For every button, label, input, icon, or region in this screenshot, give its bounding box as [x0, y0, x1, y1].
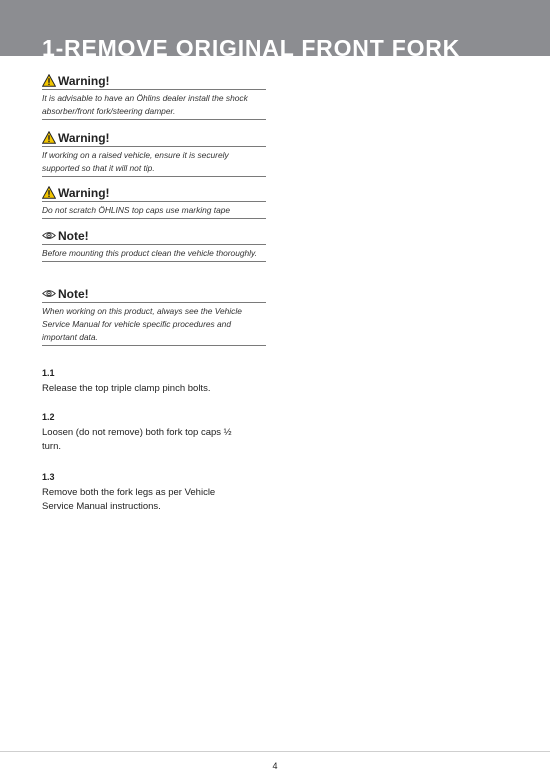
notice-text: [42, 202, 266, 219]
page-title: 1-REMOVE ORIGINAL FRONT FORK: [42, 35, 461, 56]
warning-notice: [42, 130, 266, 177]
footer-divider: [0, 751, 550, 752]
step-number: 1.3: [42, 472, 55, 482]
notice-heading: [42, 228, 266, 245]
step-instruction: [42, 486, 272, 514]
warning-notice: [42, 73, 266, 120]
notice-title: Warning!: [58, 73, 110, 88]
step-line: Loosen (do not remove) both fork top caps ½: [42, 427, 232, 438]
notice-text: [42, 147, 266, 177]
notice-title: Note!: [58, 228, 89, 243]
warning-triangle-icon: [42, 131, 56, 144]
step-number: 1.2: [42, 412, 55, 422]
eye-icon: [42, 229, 56, 242]
step-1-3: [42, 471, 272, 514]
notice-line: Before mounting this product clean the vehicle thoroughly.: [42, 248, 257, 258]
note-notice: [42, 228, 266, 262]
notice-line: When working on this product, always see the Vehicle: [42, 306, 242, 316]
notice-heading: [42, 130, 266, 147]
notice-line: absorber/front fork/steering damper.: [42, 106, 176, 116]
step-instruction: [42, 426, 272, 454]
notice-line: It is advisable to have an Öhlins dealer install the shock: [42, 93, 248, 103]
notice-line: supported so that it will not tip.: [42, 163, 155, 173]
notice-title: Warning!: [58, 130, 110, 145]
notice-line: Do not scratch ÖHLINS top caps use marking tape: [42, 205, 231, 215]
notice-text: [42, 90, 266, 120]
page-number: 4: [272, 761, 278, 771]
warning-triangle-icon: [42, 186, 56, 199]
eye-icon: [42, 287, 56, 300]
notice-text: [42, 303, 266, 346]
step-1-1: [42, 367, 272, 396]
notice-title: Note!: [58, 286, 89, 301]
note-notice: [42, 286, 266, 346]
notice-line: Service Manual for vehicle specific procedures and: [42, 319, 231, 329]
warning-notice: [42, 185, 266, 219]
notice-text: [42, 245, 266, 262]
notice-line: If working on a raised vehicle, ensure it is securely: [42, 150, 229, 160]
step-line: Remove both the fork legs as per Vehicle: [42, 487, 216, 498]
warning-triangle-icon: [42, 74, 56, 87]
notice-heading: [42, 73, 266, 90]
header-band: [0, 0, 550, 56]
notice-heading: [42, 185, 266, 202]
step-number: 1.1: [42, 368, 55, 378]
notice-heading: [42, 286, 266, 303]
step-line: turn.: [42, 441, 62, 452]
step-line: Service Manual instructions.: [42, 501, 161, 512]
notice-line: important data.: [42, 332, 98, 342]
step-line: Release the top triple clamp pinch bolts.: [42, 383, 211, 394]
step-instruction: [42, 382, 272, 396]
notice-title: Warning!: [58, 185, 110, 200]
step-1-2: [42, 411, 272, 454]
